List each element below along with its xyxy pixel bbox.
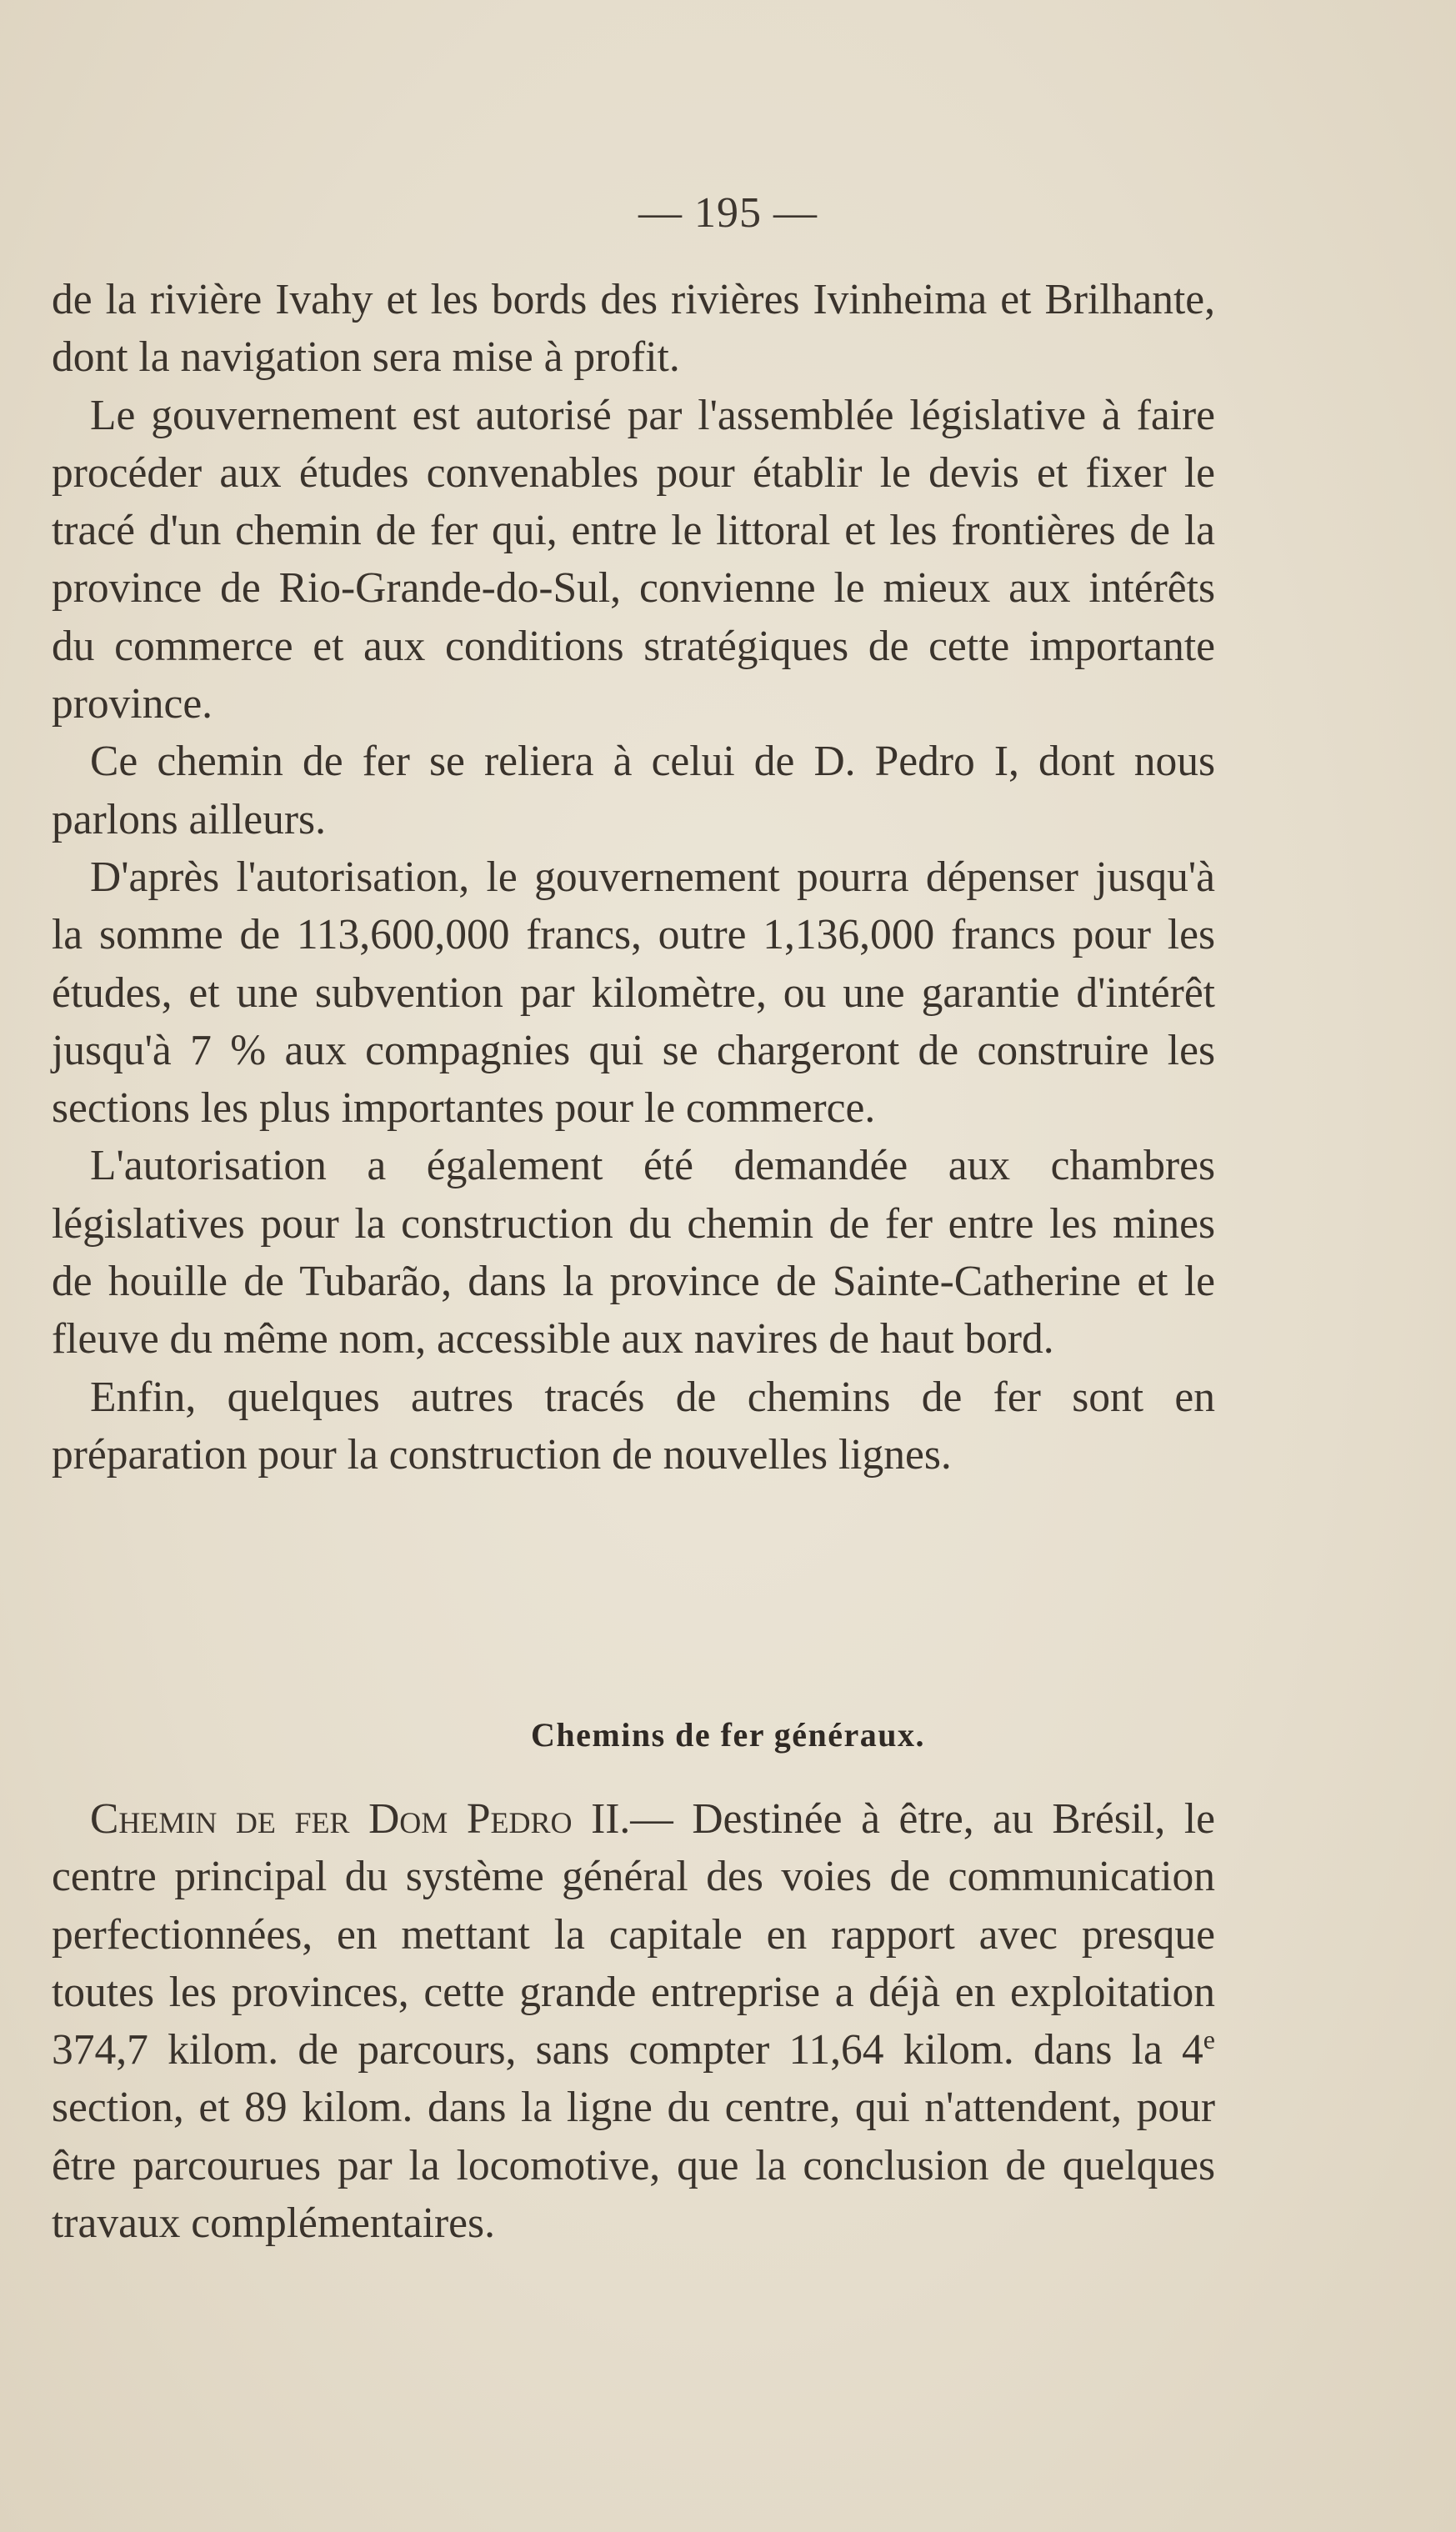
section-text-end: section, et 89 kilom. dans la ligne du centre, qui n'attendent, pour être parcourues par la locomotive, que la conclusion de quelques travaux complémentaires. [52,2084,1215,2248]
paragraph: L'autorisation a également été demandée aux chambres législatives pour la construction du chemin de fer entre les mines de houille de Tubarão, dans la province de Sainte-Catherine et le fleuve du même nom, accessible aux navires de haut bord. [52,1142,1215,1364]
paragraph: Le gouvernement est autorisé par l'assemblée législative à faire procéder aux études convenables pour établir le devis et fixer le tracé d'un chemin de fer qui, entre le littoral et les frontières de la province de Rio-Grande-do-Sul, convienne le mieux aux intérêts du commerce et aux conditions stratégiques de cette importante province. [52,391,1215,728]
superscript: e [1203,2024,1215,2055]
paragraph: Enfin, quelques autres tracés de chemins de fer sont en préparation pour la construction de nouvelles lignes. [52,1373,1215,1479]
paragraph: D'après l'autorisation, le gouvernement pourra dépenser jusqu'à la somme de 113,600,000 francs, outre 1,136,000 francs pour les études, et une subvention par kilomètre, ou une garantie d'intérêt jusqu'à 7 % aux compagnies qui se chargeront de construire les sections les plus importantes pour le commerce. [52,853,1215,1133]
section-heading: Chemins de fer généraux. [531,1716,925,1754]
section-body [52,1790,1215,2252]
paragraph [52,1790,1215,2252]
body-text [52,271,1215,1484]
section-lead: Chemin de fer Dom Pedro II. [90,1795,631,1843]
section-text: — Destinée à être, au Brésil, le centre principal du système général des voies de communication perfectionnées, en mettant la capitale en rapport avec presque toutes les provinces, cette grande entreprise a déjà en exploitation 374,7 kilom. de parcours, sans compter 11,64 kilom. dans la 4 [52,1795,1215,2074]
paragraph: de la rivière Ivahy et les bords des rivières Ivinheima et Brilhante, dont la navigation sera mise à profit. [52,276,1215,382]
page-number: — 195 — [638,189,818,237]
paragraph: Ce chemin de fer se reliera à celui de D. Pedro I, dont nous parlons ailleurs. [52,738,1215,843]
